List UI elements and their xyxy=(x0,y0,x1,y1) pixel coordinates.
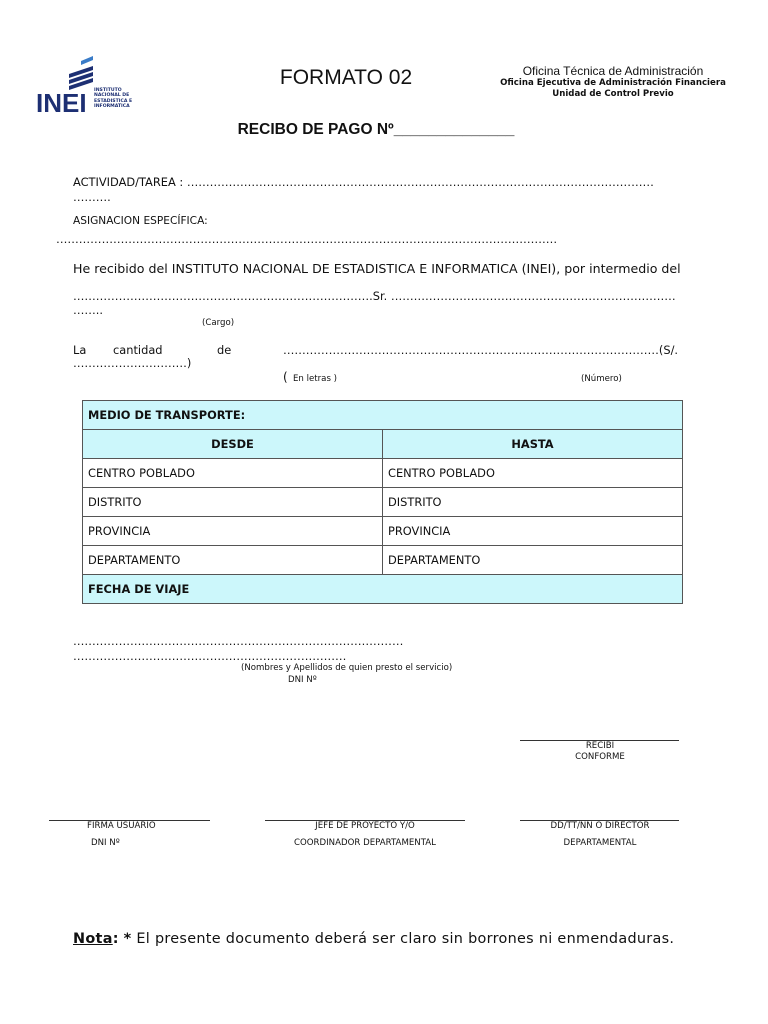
hasta-cell: PROVINCIA xyxy=(383,517,683,546)
actividad-line: ACTIVIDAD/TAREA : …………………………………………………………………………………………………………… xyxy=(73,175,654,189)
nombre-dots-1: …………………………………………………………………………… xyxy=(73,634,404,648)
medio-transporte-cell: MEDIO DE TRANSPORTE: xyxy=(83,401,683,430)
office-line-3: Unidad de Control Previo xyxy=(552,89,674,99)
fecha-viaje-cell: FECHA DE VIAJE xyxy=(83,575,683,604)
intermedio-line: …………………………………………………………………….Sr. ………………………………………………………………… xyxy=(73,289,676,303)
desde-cell: PROVINCIA xyxy=(83,517,383,546)
cantidad-cont: …………………………) xyxy=(73,356,192,370)
conforme-label: CONFORME xyxy=(575,752,625,762)
table-row xyxy=(83,546,683,575)
actividad-cont: ………. xyxy=(73,190,111,204)
table-row xyxy=(83,459,683,488)
nota-colon: : xyxy=(112,931,119,947)
nota-footer xyxy=(73,931,674,947)
logo-wordmark: INEI xyxy=(36,88,87,118)
cargo-label: (Cargo) xyxy=(202,318,235,328)
numero-label: (Número) xyxy=(581,374,622,384)
desde-cell: DEPARTAMENTO xyxy=(83,546,383,575)
intermedio-cont: …….. xyxy=(73,303,104,317)
cantidad-la: La xyxy=(73,343,87,357)
nota-label: Nota xyxy=(73,931,113,947)
nota-text: El presente documento deberá ser claro sin borrones ni enmendaduras. xyxy=(136,931,675,947)
director-sub: DEPARTAMENTAL xyxy=(563,838,637,848)
transport-table xyxy=(82,400,683,604)
receipt-title: RECIBO DE PAGO Nº______________ xyxy=(237,121,515,138)
office-block xyxy=(490,64,736,100)
jefe-label: JEFE DE PROYECTO Y/O xyxy=(315,821,415,831)
cantidad-de: de xyxy=(217,343,232,357)
dni-label: DNI Nº xyxy=(288,675,317,685)
recibido-text: He recibido del INSTITUTO NACIONAL DE ESTADISTICA E INFORMATICA (INEI), por intermedio del xyxy=(73,261,681,276)
office-line-2: Oficina Ejecutiva de Administración Financiera xyxy=(500,78,726,88)
desde-cell: CENTRO POBLADO xyxy=(83,459,383,488)
hasta-cell: DISTRITO xyxy=(383,488,683,517)
logo-subtext: INSTITUTO NACIONAL DE ESTADISTICA E INFORMATICA xyxy=(94,88,133,110)
firma-usuario-label: FIRMA USUARIO xyxy=(87,821,156,831)
en-letras-paren: ( xyxy=(283,370,288,384)
jefe-sub: COORDINADOR DEPARTAMENTAL xyxy=(294,838,436,848)
format-title: FORMATO 02 xyxy=(279,66,413,89)
nota-star: * xyxy=(123,931,132,947)
recibi-label: RECIBI xyxy=(585,741,615,751)
cantidad-word: cantidad xyxy=(113,343,163,357)
office-line-1: Oficina Técnica de Administración xyxy=(522,64,704,78)
cantidad-dots: ………………………………………………………………………………………(S/. xyxy=(283,343,679,357)
nombres-label: (Nombres y Apellidos de quien presto el servicio) xyxy=(241,663,453,673)
asignacion-label: ASIGNACION ESPECÍFICA: xyxy=(73,215,208,227)
hasta-header: HASTA xyxy=(383,430,683,459)
asignacion-dots: …………………………………………………………………………………………………………………… xyxy=(56,232,558,246)
nombre-dots-2: ……………………………………………………………… xyxy=(73,649,347,663)
hasta-cell: CENTRO POBLADO xyxy=(383,459,683,488)
table-row xyxy=(83,517,683,546)
hasta-cell: DEPARTAMENTO xyxy=(383,546,683,575)
director-label: DD/TT/NN O DIRECTOR xyxy=(550,821,650,831)
firma-usuario-dni: DNI Nº xyxy=(91,838,120,848)
table-row xyxy=(83,488,683,517)
desde-cell: DISTRITO xyxy=(83,488,383,517)
desde-header: DESDE xyxy=(83,430,383,459)
en-letras-label: En letras ) xyxy=(293,374,338,384)
